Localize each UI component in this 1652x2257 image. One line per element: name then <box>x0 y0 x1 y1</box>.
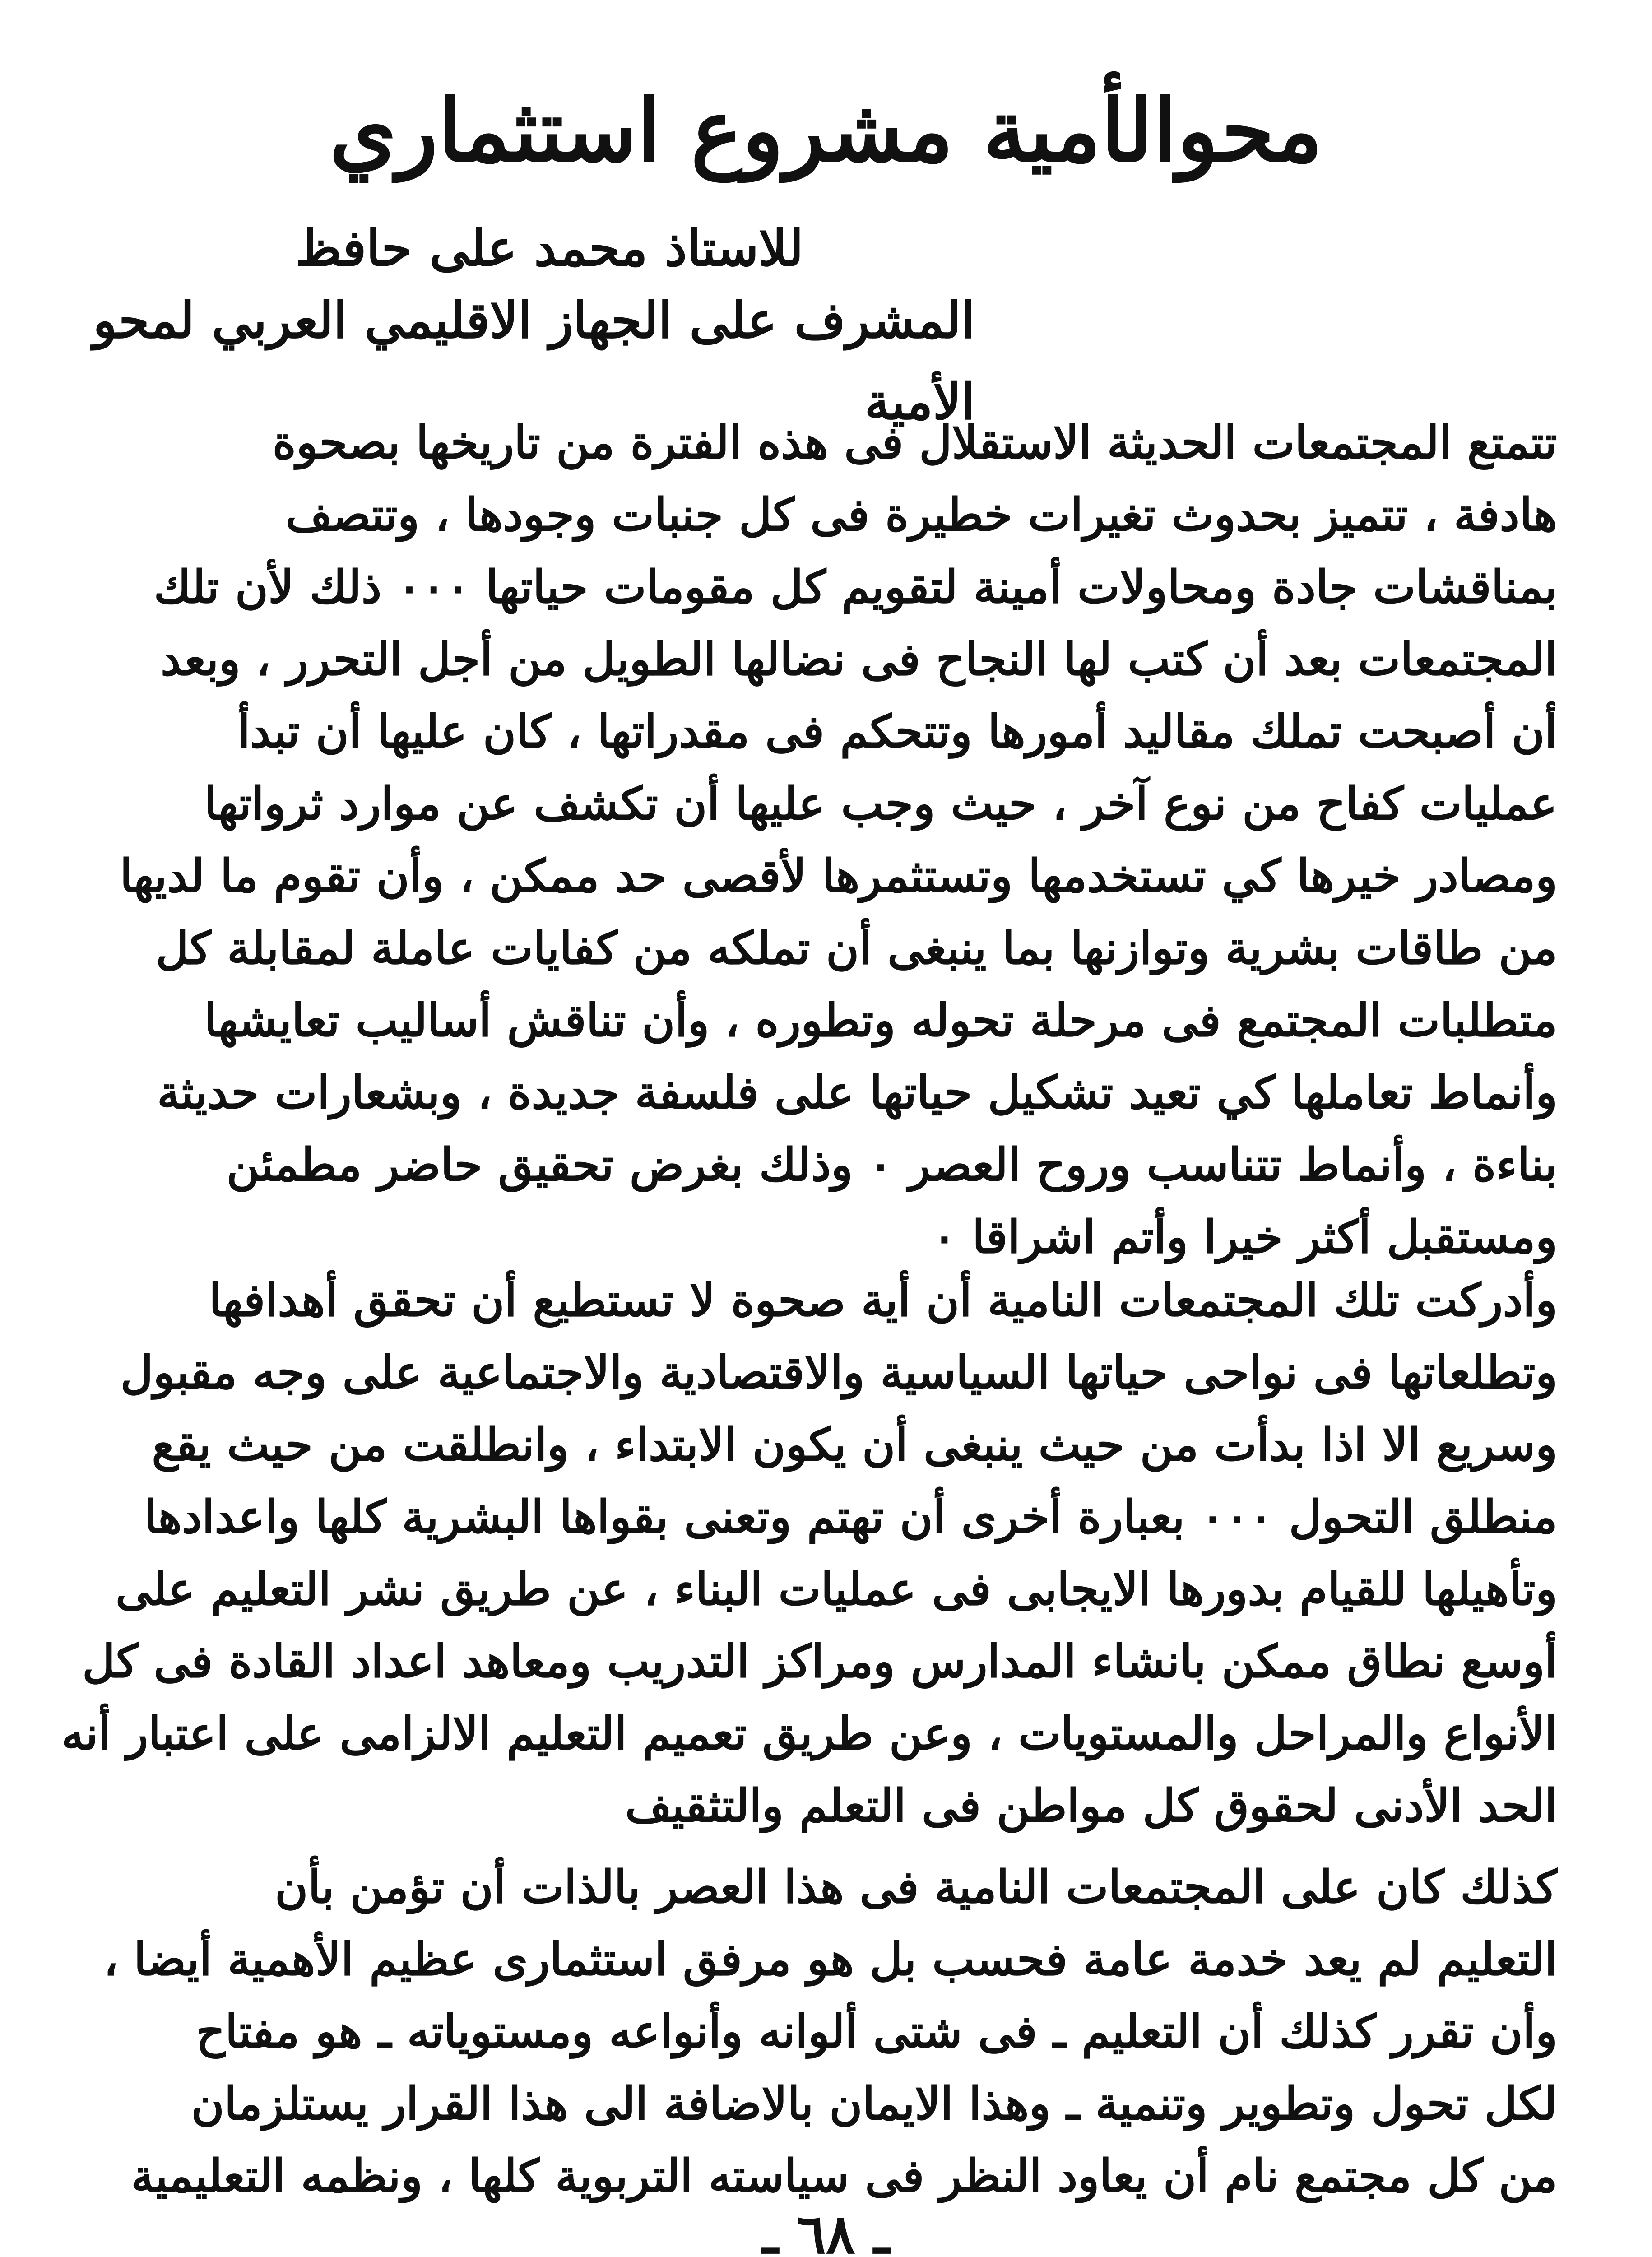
paragraph-line: أوسع نطاق ممكن بانشاء المدارس ومراكز التدريب ومعاهد اعداد القادة فى كل <box>82 1635 1557 1688</box>
paragraph-3 <box>103 1851 1557 2212</box>
paragraph-line: ومصادر خيرها كي تستخدمها وتستثمرها لأقصى حد ممكن ، وأن تقوم ما لديها <box>120 849 1557 902</box>
paragraph-line: بناءة ، وأنماط تتناسب وروح العصر ٠ وذلك بغرض تحقيق حاضر مطمئن <box>226 1138 1557 1191</box>
paragraph-line: من طاقات بشرية وتوازنها بما ينبغى أن تملكه من كفايات عاملة لمقابلة كل <box>156 921 1557 975</box>
paragraph-line: متطلبات المجتمع فى مرحلة تحوله وتطوره ، وأن تناقش أساليب تعايشها <box>204 994 1557 1047</box>
paragraph-line: منطلق التحول ٠٠٠ بعبارة أخرى أن تهتم وتعنى بقواها البشرية كلها واعدادها <box>144 1490 1557 1543</box>
paragraph-line: ومستقبل أكثر خيرا وأتم اشراقا ٠ <box>932 1210 1557 1263</box>
paragraph-line: وأدركت تلك المجتمعات النامية أن أية صحوة لا تستطيع أن تحقق أهدافها <box>209 1273 1557 1327</box>
paragraph-line: بمناقشات جادة ومحاولات أمينة لتقويم كل مقومات حياتها ٠٠٠ ذلك لأن تلك <box>153 560 1557 613</box>
paragraph-line: لكل تحول وتطوير وتنمية ـ وهذا الايمان بالاضافة الى هذا القرار يستلزمان <box>191 2077 1557 2130</box>
paragraph-line: التعليم لم يعد خدمة عامة فحسب بل هو مرفق استثمارى عظيم الأهمية أيضا ، <box>103 1932 1557 1986</box>
paragraph-line: الحد الأدنى لحقوق كل مواطن فى التعلم والتثقيف <box>625 1779 1557 1832</box>
paragraph-line: وأنماط تعاملها كي تعيد تشكيل حياتها على فلسفة جديدة ، وبشعارات حديثة <box>157 1066 1557 1119</box>
paragraph-line: وأن تقرر كذلك أن التعليم ـ فى شتى ألوانه وأنواعه ومستوياته ـ هو مفتاح <box>196 2005 1557 2058</box>
page-number: ـ ٦٨ ـ <box>762 2202 890 2257</box>
paragraph-1 <box>113 406 1557 1273</box>
paragraph-line: هادفة ، تتميز بحدوث تغيرات خطيرة فى كل جنبات وجودها ، وتتصف <box>285 488 1557 541</box>
paragraph-2 <box>61 1264 1557 1842</box>
paragraph-line: وتأهيلها للقيام بدورها الايجابى فى عمليات البناء ، عن طريق نشر التعليم على <box>115 1562 1557 1616</box>
paragraph-line: وسريع الا اذا بدأت من حيث ينبغى أن يكون الابتداء ، وانطلقت من حيث يقع <box>152 1418 1557 1471</box>
paragraph-line: أن أصبحت تملك مقاليد أمورها وتتحكم فى مقدراتها ، كان عليها أن تبدأ <box>237 705 1557 758</box>
paragraph-line: المجتمعات بعد أن كتب لها النجاح فى نضالها الطويل من أجل التحرر ، وبعد <box>160 632 1557 686</box>
author-role: المشرف على الجهاز الاقليمي العربي لمحو الأمية <box>93 291 975 431</box>
paragraph-line: كذلك كان على المجتمعات النامية فى هذا العصر بالذات أن تؤمن بأن <box>274 1860 1557 1913</box>
paragraph-line: وتطلعاتها فى نواحى حياتها السياسية والاقتصادية والاجتماعية على وجه مقبول <box>120 1346 1557 1399</box>
paragraph-line: من كل مجتمع نام أن يعاود النظر فى سياسته التربوية كلها ، ونظمه التعليمية <box>131 2149 1557 2202</box>
paragraph-line: عمليات كفاح من نوع آخر ، حيث وجب عليها أن تكشف عن موارد ثرواتها <box>204 777 1557 830</box>
paragraph-line: تتمتع المجتمعات الحديثة الاستقلال فى هذه الفترة من تاريخها بصحوة <box>272 416 1557 469</box>
article-title: محوالأمية مشروع استثماري <box>329 80 1323 181</box>
author-name: للاستاذ محمد على حافظ <box>295 219 803 277</box>
paragraph-line: الأنواع والمراحل والمستويات ، وعن طريق تعميم التعليم الالزامى على اعتبار أنه <box>61 1707 1557 1760</box>
